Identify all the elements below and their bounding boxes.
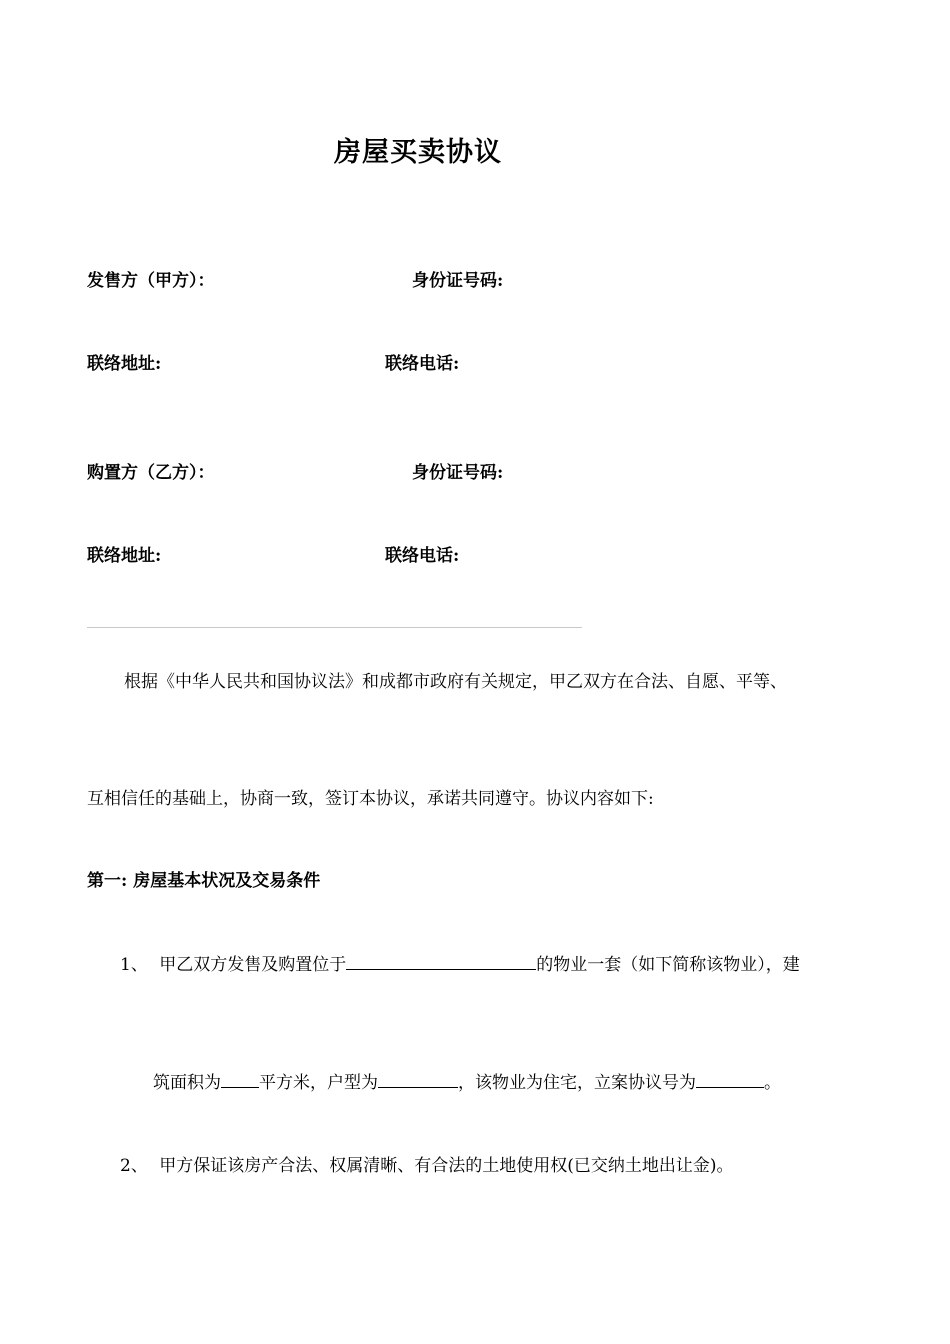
- party-b-address-label: 联络地址:: [87, 546, 162, 566]
- item-1-text-c: 筑面积为: [153, 1073, 221, 1093]
- party-a-id-label: 身份证号码:: [412, 271, 504, 291]
- party-a-address-label: 联络地址:: [87, 354, 162, 374]
- item-1-line-2: [153, 1068, 781, 1093]
- item-2-number: 2、: [120, 1156, 148, 1176]
- preamble-line-2: 互相信任的基础上，协商一致，签订本协议，承诺共同遵守。协议内容如下:: [87, 789, 654, 809]
- item-1-text-b: 的物业一套（如下简称该物业），建: [536, 955, 800, 975]
- location-blank: [346, 952, 536, 970]
- party-a-role-label: 发售方（甲方）：: [87, 271, 215, 291]
- party-b-phone-label: 联络电话:: [385, 546, 460, 566]
- section-1-heading: 第一: 房屋基本状况及交易条件: [87, 871, 321, 891]
- item-1-line-1: [120, 950, 800, 975]
- area-blank: [221, 1070, 259, 1088]
- item-1-text-d: 平方米，户型为: [259, 1073, 378, 1093]
- layout-blank: [378, 1070, 458, 1088]
- item-1-text-a: 甲乙双方发售及购置位于: [159, 955, 347, 975]
- party-b-role-label: 购置方（乙方）：: [87, 463, 215, 483]
- item-1-text-e: ，该物业为住宅，立案协议号为: [458, 1073, 696, 1093]
- document-title: 房屋买卖协议: [334, 137, 502, 168]
- party-a-phone-label: 联络电话:: [385, 354, 460, 374]
- agreement-number-blank: [696, 1070, 764, 1088]
- item-1-text-f: 。: [764, 1073, 781, 1093]
- item-2-text: 甲方保证该房产合法、权属清晰、有合法的土地使用权(已交纳土地出让金)。: [159, 1156, 734, 1176]
- divider-line: [87, 627, 582, 628]
- item-2-line: [120, 1151, 734, 1176]
- item-1-number: 1、: [120, 955, 148, 975]
- party-b-id-label: 身份证号码:: [412, 463, 504, 483]
- preamble-line-1: 根据《中华人民共和国协议法》和成都市政府有关规定，甲乙双方在合法、自愿、平等、: [124, 672, 787, 692]
